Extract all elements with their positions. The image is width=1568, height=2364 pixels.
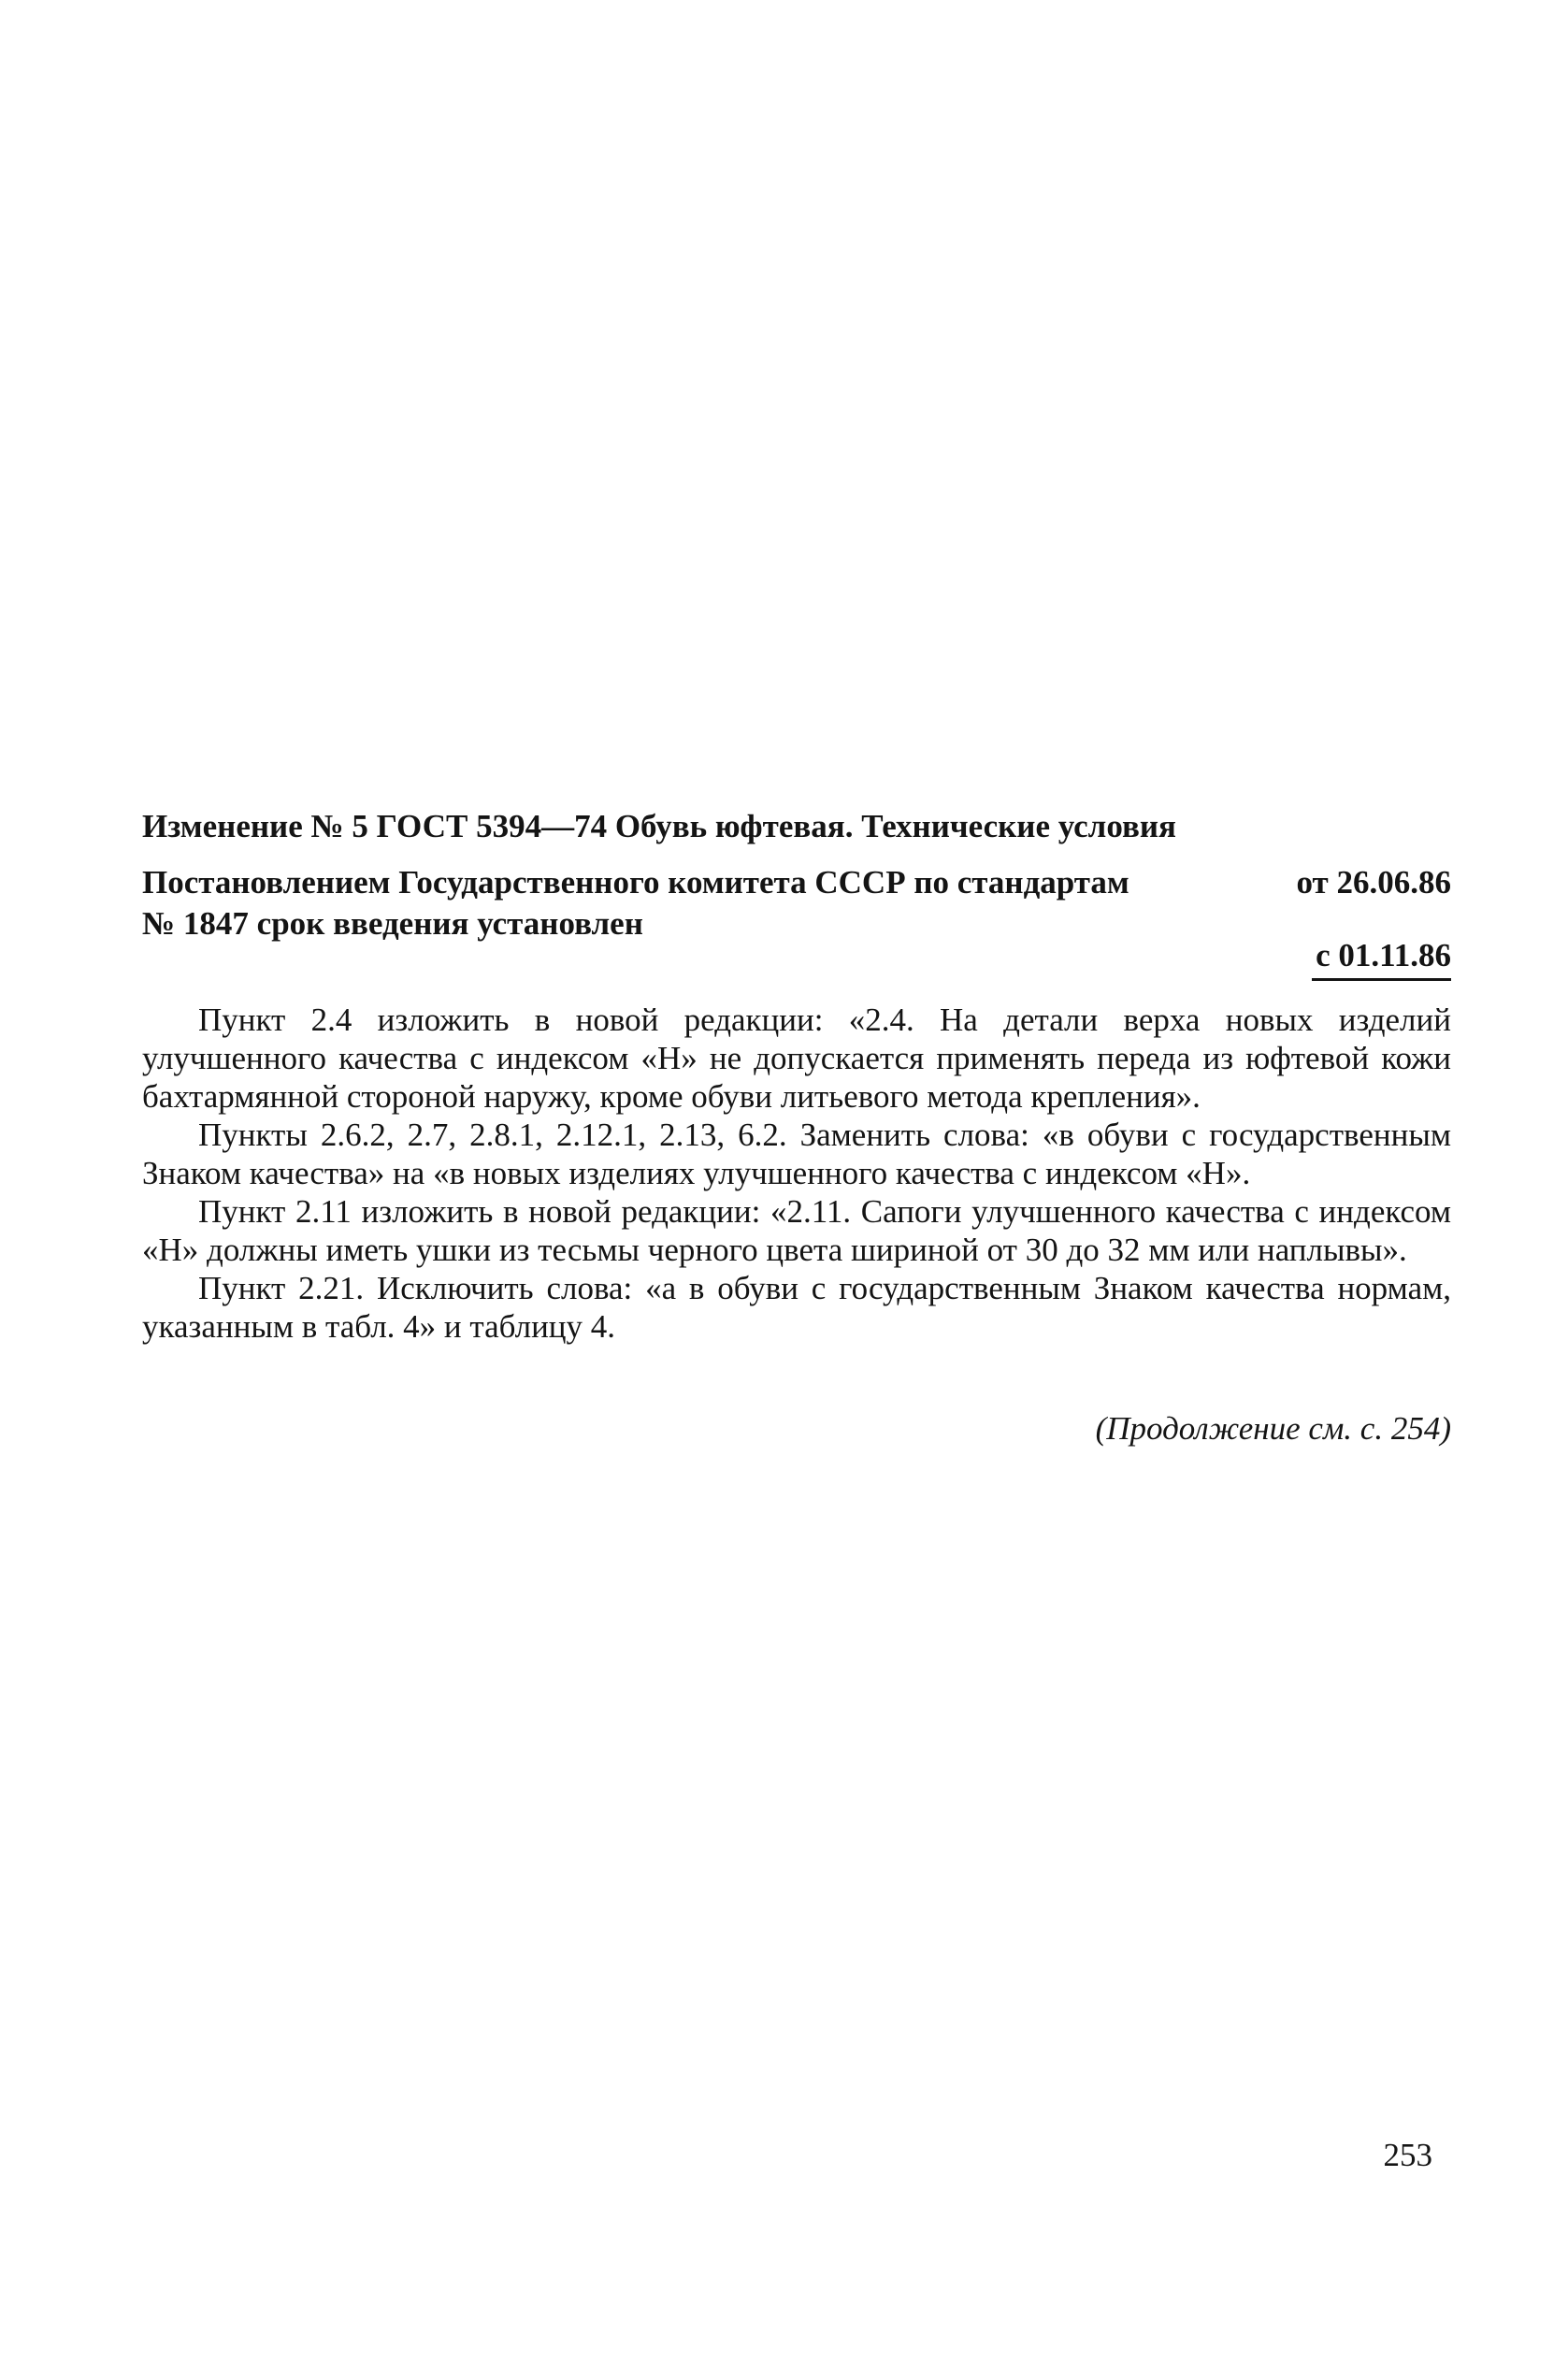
- continuation-note: (Продолжение см. с. 254): [1095, 1410, 1451, 1447]
- paragraph: Пункты 2.6.2, 2.7, 2.8.1, 2.12.1, 2.13, 6.2. Заменить слова: «в обуви с государственным Знаком качества» на «в новых изделиях улучшенного качества с индексом «Н».: [142, 1117, 1451, 1191]
- decree-date: от 26.06.86: [1296, 864, 1451, 901]
- decree-line-1: [142, 862, 1451, 903]
- effective-date: с 01.11.86: [1312, 935, 1451, 981]
- decree-number: № 1847 срок введения установлен: [142, 905, 643, 942]
- page-number: 253: [1383, 2137, 1432, 2173]
- paragraph: Пункт 2.4 изложить в новой редакции: «2.4. На детали верха новых изделий улучшенного качества с индексом «Н» не допускается применять переда из юфтевой кожи бахтармянной стороной наружу, кроме обуви литьевого метода крепления».: [142, 1002, 1451, 1115]
- decree-text: Постановлением Государственного комитета СССР по стандартам: [142, 864, 1129, 901]
- decree-block: [142, 862, 1451, 944]
- paragraph: Пункт 2.21. Исключить слова: «а в обуви с государственным Знаком качества нормам, указанным в табл. 4» и таблицу 4.: [142, 1270, 1451, 1345]
- amendment-body: [142, 1001, 1451, 1346]
- effective-date-row: [142, 935, 1451, 982]
- amendment-title: Изменение № 5 ГОСТ 5394—74 Обувь юфтевая. Технические условия: [142, 808, 1176, 844]
- paragraph: Пункт 2.11 изложить в новой редакции: «2.11. Сапоги улучшенного качества с индексом «Н» должны иметь ушки из тесьмы черного цвета шириной от 30 до 32 мм или наплывы».: [142, 1193, 1451, 1268]
